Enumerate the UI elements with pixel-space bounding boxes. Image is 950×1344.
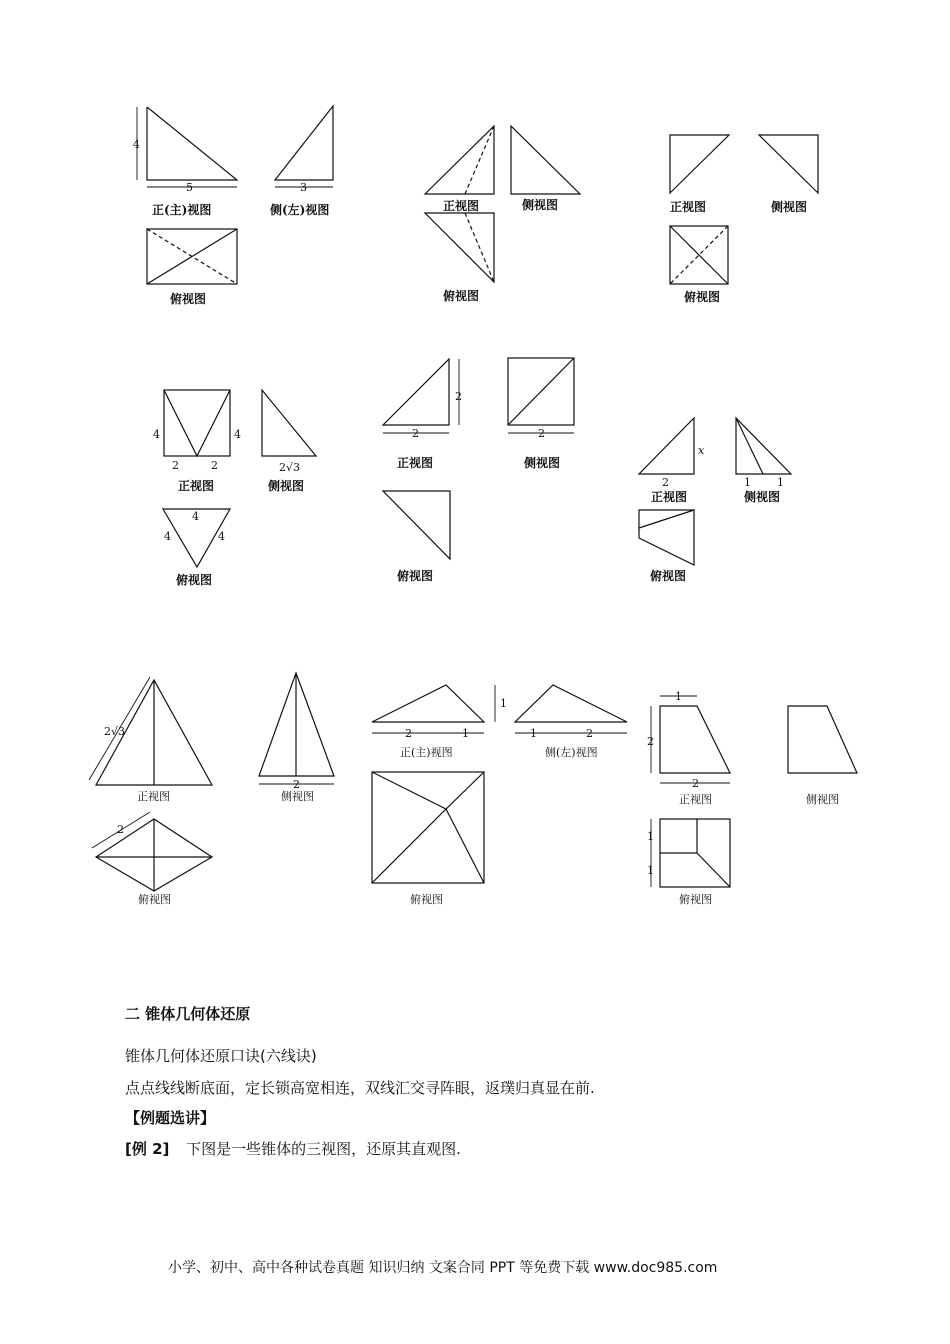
fig5-side-width-label: 2	[538, 427, 545, 440]
fig4-front-right-label: 4	[234, 428, 241, 441]
fig2-top-triangle	[425, 213, 494, 282]
figure-9	[647, 690, 857, 906]
fig4-side-caption: 侧视图	[268, 479, 305, 493]
fig1-side-width-label: 3	[300, 181, 307, 194]
fig4-side-triangle	[262, 390, 316, 456]
rhyme-title: 锥体几何体还原口诀(六线诀)	[125, 1047, 317, 1065]
fig6-front-triangle	[639, 418, 694, 474]
fig3-top-diagonal	[670, 226, 728, 284]
fig9-side-caption: 侧视图	[806, 793, 839, 806]
fig5-top-caption: 俯视图	[397, 569, 434, 583]
fig1-side-caption: 侧(左)视图	[270, 203, 330, 217]
fig9-side-trapezoid	[788, 706, 857, 773]
fig8-front-triangle	[372, 685, 484, 722]
fig9-height-label: 2	[647, 735, 654, 748]
fig9-top-label-upper: 1	[647, 830, 654, 843]
fig9-top-label-lower: 1	[647, 864, 654, 877]
fig7-slant-label: 2√3	[104, 725, 126, 738]
fig5-top-triangle	[383, 491, 450, 559]
rhyme-text: 点点线线断底面，定长锁高宽相连，双线汇交寻阵眼，返璞归真显在前.	[125, 1079, 595, 1097]
fig5-height-label: 2	[455, 390, 462, 403]
fig7-top-caption: 俯视图	[138, 893, 171, 906]
fig8-front-width-left: 2	[405, 727, 412, 740]
fig5-side-caption: 侧视图	[524, 456, 561, 470]
fig5-front-triangle	[383, 359, 449, 425]
fig7-side-caption: 侧视图	[281, 790, 314, 803]
fig9-front-caption: 正视图	[679, 793, 712, 806]
figure-6	[639, 418, 791, 583]
fig4-side-base-label: 2√3	[279, 461, 301, 474]
fig2-side-caption: 侧视图	[522, 198, 559, 212]
fig3-front-caption: 正视图	[670, 200, 707, 214]
fig6-side-triangle	[736, 418, 791, 474]
fig6-front-caption: 正视图	[651, 490, 688, 504]
fig8-side-triangle	[515, 685, 627, 722]
fig6-top-quad	[639, 510, 694, 565]
example-line	[125, 1139, 461, 1159]
fig8-top-lower-edges	[372, 809, 484, 883]
figure-2	[425, 126, 580, 303]
example-label: [例 2]	[125, 1140, 170, 1158]
figure-4	[153, 390, 316, 587]
section-heading: 二 锥体几何体还原	[125, 1005, 251, 1023]
fig8-side-caption: 侧(左)视图	[545, 746, 598, 759]
fig3-side-triangle	[759, 135, 818, 193]
fig3-front-triangle	[670, 135, 729, 193]
fig6-height-label: x	[698, 444, 705, 457]
footer-text: 小学、初中、高中各种试卷真题 知识归纳 文案合同 PPT 等免费下载 www.doc985.com	[168, 1260, 718, 1276]
fig4-front-caption: 正视图	[178, 479, 215, 493]
fig4-front-left-label: 4	[153, 428, 160, 441]
fig2-top-caption: 俯视图	[443, 289, 480, 303]
fig2-front-caption: 正视图	[443, 199, 480, 213]
fig7-side-width-label: 2	[293, 778, 300, 791]
figure-8	[372, 685, 627, 906]
fig3-top-caption: 俯视图	[684, 290, 721, 304]
fig7-front-caption: 正视图	[137, 790, 170, 803]
fig1-top-caption: 俯视图	[170, 292, 207, 306]
fig4-front-square	[164, 390, 230, 456]
fig6-side-inner-edge	[736, 418, 763, 474]
figure-1	[133, 106, 333, 306]
fig5-front-width-label: 2	[412, 427, 419, 440]
fig1-front-caption: 正(主)视图	[152, 203, 212, 217]
fig9-top-diagonal	[697, 853, 730, 887]
fig2-front-triangle	[425, 126, 494, 194]
fig4-top-label-right: 4	[218, 530, 225, 543]
fig9-front-trapezoid	[660, 706, 730, 773]
fig9-base-width-label: 2	[692, 777, 699, 790]
fig4-top-caption: 俯视图	[176, 573, 213, 587]
fig1-front-triangle	[147, 107, 237, 180]
fig3-side-caption: 侧视图	[771, 200, 808, 214]
fig8-top-upper-edges	[372, 772, 484, 809]
figure-7	[89, 673, 334, 906]
example-header: 【例题选讲】	[125, 1109, 216, 1127]
fig6-side-base-left: 1	[744, 476, 751, 489]
fig1-side-triangle	[275, 106, 333, 180]
figure-5	[383, 358, 574, 583]
fig4-top-label-left: 4	[164, 530, 171, 543]
fig2-top-hidden-edge	[465, 213, 494, 282]
figure-3	[670, 135, 818, 304]
fig4-front-base-left: 2	[172, 459, 179, 472]
fig2-front-hidden-edge	[465, 126, 494, 194]
fig6-top-inner-edge	[639, 510, 694, 528]
fig5-side-diagonal	[508, 358, 574, 425]
fig8-top-caption: 俯视图	[410, 893, 443, 906]
fig6-side-base-right: 1	[777, 476, 784, 489]
fig8-front-caption: 正(主)视图	[400, 746, 453, 759]
fig8-side-width-left: 1	[530, 727, 537, 740]
fig8-front-width-right: 1	[462, 727, 469, 740]
fig4-front-v-lines	[164, 390, 230, 456]
example-text: 下图是一些锥体的三视图，还原其直观图.	[186, 1140, 461, 1158]
fig4-top-label-top: 4	[192, 510, 199, 523]
fig9-top-width-label: 1	[675, 690, 682, 703]
fig8-side-width-right: 2	[586, 727, 593, 740]
fig1-height-label: 4	[133, 138, 140, 151]
fig5-front-caption: 正视图	[397, 456, 434, 470]
fig1-width-label: 5	[186, 181, 193, 194]
fig7-top-label: 2	[117, 823, 124, 836]
fig6-side-caption: 侧视图	[744, 490, 781, 504]
fig9-top-caption: 俯视图	[679, 893, 712, 906]
fig4-front-base-right: 2	[211, 459, 218, 472]
fig6-front-base-label: 2	[662, 476, 669, 489]
fig6-top-caption: 俯视图	[650, 569, 687, 583]
fig8-height-label: 1	[500, 697, 507, 710]
fig2-side-triangle	[511, 126, 580, 194]
